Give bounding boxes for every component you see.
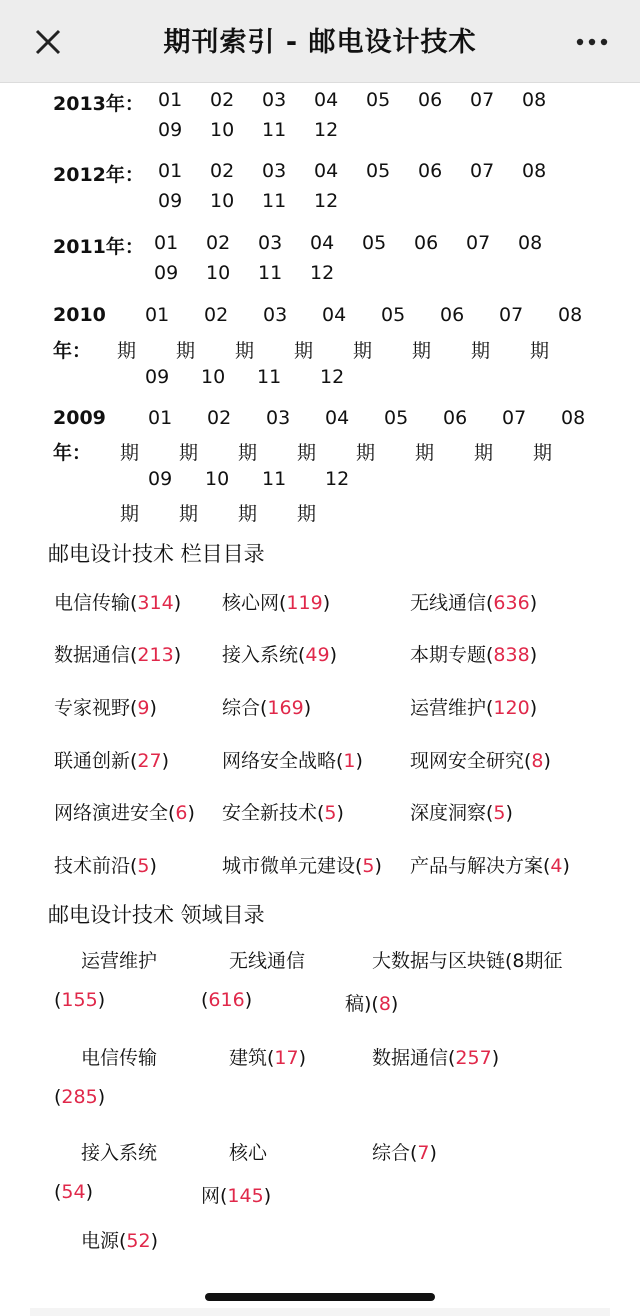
column-item[interactable]: 安全新技术(5) bbox=[222, 802, 344, 824]
top-bar bbox=[0, 0, 640, 83]
issue-suffix[interactable]: 期 bbox=[235, 340, 255, 362]
issue-link[interactable]: 10 bbox=[210, 190, 235, 212]
issue-suffix[interactable]: 期 bbox=[530, 340, 550, 362]
section-title-fields: 邮电设计技术 领域目录 bbox=[48, 903, 265, 927]
issue-link[interactable]: 02 bbox=[210, 89, 235, 111]
issue-link[interactable]: 08 bbox=[518, 232, 543, 254]
issue-link[interactable]: 11 bbox=[262, 119, 287, 141]
issue-link[interactable]: 07 bbox=[470, 160, 495, 182]
issue-link[interactable]: 11 bbox=[262, 468, 287, 490]
year-label: 2011年： bbox=[53, 236, 144, 258]
column-item[interactable]: 联通创新(27) bbox=[54, 750, 170, 772]
column-item[interactable]: 网络演进安全(6) bbox=[54, 802, 195, 824]
issue-link[interactable]: 06 bbox=[418, 160, 443, 182]
issue-suffix[interactable]: 期 bbox=[412, 340, 432, 362]
issue-link[interactable]: 09 bbox=[154, 262, 179, 284]
issue-link[interactable]: 05 bbox=[381, 304, 406, 326]
issue-suffix[interactable]: 期 bbox=[117, 340, 137, 362]
issue-link[interactable]: 08 bbox=[558, 304, 583, 326]
bottom-toolbar bbox=[30, 1308, 610, 1316]
column-item[interactable]: 城市微单元建设(5) bbox=[222, 855, 382, 877]
field-item[interactable]: 电信传输 bbox=[81, 1047, 158, 1069]
issue-link[interactable]: 07 bbox=[470, 89, 495, 111]
issue-link[interactable]: 10 bbox=[210, 119, 235, 141]
issue-link[interactable]: 12 bbox=[314, 119, 339, 141]
year-label: 2013年： bbox=[53, 93, 144, 115]
issue-suffix[interactable]: 期 bbox=[120, 503, 140, 525]
column-item[interactable]: 接入系统(49) bbox=[222, 644, 338, 666]
issue-link[interactable]: 05 bbox=[366, 89, 391, 111]
issue-link[interactable]: 08 bbox=[522, 160, 547, 182]
issue-link[interactable]: 12 bbox=[320, 366, 345, 388]
column-item[interactable]: 电信传输(314) bbox=[54, 592, 182, 614]
issue-suffix[interactable]: 期 bbox=[356, 442, 376, 464]
issue-suffix[interactable]: 期 bbox=[474, 442, 494, 464]
column-item[interactable]: 数据通信(213) bbox=[54, 644, 182, 666]
issue-suffix[interactable]: 期 bbox=[176, 340, 196, 362]
column-item[interactable]: 无线通信(636) bbox=[410, 592, 538, 614]
issue-link[interactable]: 12 bbox=[325, 468, 350, 490]
issue-link[interactable]: 03 bbox=[258, 232, 283, 254]
section-title-columns: 邮电设计技术 栏目目录 bbox=[48, 542, 265, 566]
column-item[interactable]: 本期专题(838) bbox=[410, 644, 538, 666]
issue-link[interactable]: 04 bbox=[314, 160, 339, 182]
issue-link[interactable]: 11 bbox=[262, 190, 287, 212]
year-label: 2012年： bbox=[53, 164, 144, 186]
issue-link[interactable]: 07 bbox=[502, 407, 527, 429]
field-item[interactable]: 综合(7) bbox=[372, 1142, 437, 1164]
year-label: 年： bbox=[53, 340, 92, 362]
issue-suffix[interactable]: 期 bbox=[415, 442, 435, 464]
field-item[interactable]: 运营维护 bbox=[81, 950, 158, 972]
issue-link[interactable]: 10 bbox=[206, 262, 231, 284]
issue-link[interactable]: 03 bbox=[262, 89, 287, 111]
column-item[interactable]: 现网安全研究(8) bbox=[410, 750, 551, 772]
more-dots-icon[interactable] bbox=[574, 30, 610, 54]
content-area bbox=[0, 82, 640, 1316]
issue-link[interactable]: 01 bbox=[158, 160, 183, 182]
issue-link[interactable]: 04 bbox=[322, 304, 347, 326]
year-label: 2009 bbox=[53, 407, 106, 429]
column-item[interactable]: 运营维护(120) bbox=[410, 697, 538, 719]
issue-link[interactable]: 04 bbox=[310, 232, 335, 254]
issue-suffix[interactable]: 期 bbox=[533, 442, 553, 464]
issue-link[interactable]: 09 bbox=[148, 468, 173, 490]
issue-link[interactable]: 05 bbox=[366, 160, 391, 182]
issue-suffix[interactable]: 期 bbox=[120, 442, 140, 464]
issue-suffix[interactable]: 期 bbox=[179, 442, 199, 464]
issue-link[interactable]: 12 bbox=[314, 190, 339, 212]
issue-link[interactable]: 09 bbox=[158, 119, 183, 141]
issue-link[interactable]: 06 bbox=[440, 304, 465, 326]
issue-link[interactable]: 04 bbox=[325, 407, 350, 429]
issue-link[interactable]: 09 bbox=[158, 190, 183, 212]
issue-link[interactable]: 02 bbox=[207, 407, 232, 429]
issue-link[interactable]: 03 bbox=[262, 160, 287, 182]
issue-link[interactable]: 08 bbox=[522, 89, 547, 111]
field-item-count[interactable]: (616) bbox=[201, 989, 253, 1011]
issue-link[interactable]: 01 bbox=[154, 232, 179, 254]
issue-link[interactable]: 09 bbox=[145, 366, 170, 388]
field-item[interactable]: 数据通信(257) bbox=[372, 1047, 500, 1069]
issue-suffix[interactable]: 期 bbox=[238, 442, 258, 464]
issue-link[interactable]: 03 bbox=[263, 304, 288, 326]
field-item[interactable]: 大数据与区块链(8期征 bbox=[372, 950, 563, 972]
home-indicator[interactable] bbox=[205, 1293, 435, 1301]
issue-link[interactable]: 11 bbox=[257, 366, 282, 388]
column-item[interactable]: 技术前沿(5) bbox=[54, 855, 157, 877]
issue-link[interactable]: 06 bbox=[414, 232, 439, 254]
issue-link[interactable]: 07 bbox=[466, 232, 491, 254]
column-item[interactable]: 网络安全战略(1) bbox=[222, 750, 363, 772]
field-item[interactable]: 无线通信 bbox=[229, 950, 306, 972]
column-item[interactable]: 核心网(119) bbox=[222, 592, 331, 614]
year-label: 2010 bbox=[53, 304, 106, 326]
issue-link[interactable]: 03 bbox=[266, 407, 291, 429]
issue-link[interactable]: 08 bbox=[561, 407, 586, 429]
field-item-count[interactable]: 稿)(8) bbox=[345, 993, 399, 1015]
issue-link[interactable]: 12 bbox=[310, 262, 335, 284]
issue-link[interactable]: 05 bbox=[384, 407, 409, 429]
issue-suffix[interactable]: 期 bbox=[353, 340, 373, 362]
field-item-count[interactable]: (155) bbox=[54, 989, 106, 1011]
field-item-count[interactable]: 网(145) bbox=[201, 1185, 272, 1207]
field-item-count[interactable]: (54) bbox=[54, 1181, 94, 1203]
issue-link[interactable]: 02 bbox=[206, 232, 231, 254]
issue-suffix[interactable]: 期 bbox=[297, 442, 317, 464]
year-label: 年： bbox=[53, 442, 92, 464]
column-item[interactable]: 产品与解决方案(4) bbox=[410, 855, 570, 877]
issue-link[interactable]: 01 bbox=[148, 407, 173, 429]
field-item-count[interactable]: (285) bbox=[54, 1086, 106, 1108]
issue-suffix[interactable]: 期 bbox=[294, 340, 314, 362]
page-title: 期刊索引 - 邮电设计技术 bbox=[163, 27, 477, 58]
issue-link[interactable]: 02 bbox=[210, 160, 235, 182]
issue-link[interactable]: 01 bbox=[158, 89, 183, 111]
issue-suffix[interactable]: 期 bbox=[471, 340, 491, 362]
issue-link[interactable]: 11 bbox=[258, 262, 283, 284]
issue-link[interactable]: 06 bbox=[443, 407, 468, 429]
field-item[interactable]: 电源(52) bbox=[81, 1230, 159, 1252]
column-item[interactable]: 综合(169) bbox=[222, 697, 312, 719]
issue-link[interactable]: 10 bbox=[201, 366, 226, 388]
issue-link[interactable]: 06 bbox=[418, 89, 443, 111]
issue-suffix[interactable]: 期 bbox=[238, 503, 258, 525]
issue-link[interactable]: 02 bbox=[204, 304, 229, 326]
field-item[interactable]: 建筑(17) bbox=[229, 1047, 307, 1069]
issue-link[interactable]: 04 bbox=[314, 89, 339, 111]
issue-link[interactable]: 01 bbox=[145, 304, 170, 326]
issue-suffix[interactable]: 期 bbox=[297, 503, 317, 525]
issue-link[interactable]: 10 bbox=[205, 468, 230, 490]
column-item[interactable]: 专家视野(9) bbox=[54, 697, 157, 719]
field-item[interactable]: 接入系统 bbox=[81, 1142, 158, 1164]
issue-suffix[interactable]: 期 bbox=[179, 503, 199, 525]
column-item[interactable]: 深度洞察(5) bbox=[410, 802, 513, 824]
field-item[interactable]: 核心 bbox=[229, 1142, 268, 1164]
issue-link[interactable]: 07 bbox=[499, 304, 524, 326]
issue-link[interactable]: 05 bbox=[362, 232, 387, 254]
